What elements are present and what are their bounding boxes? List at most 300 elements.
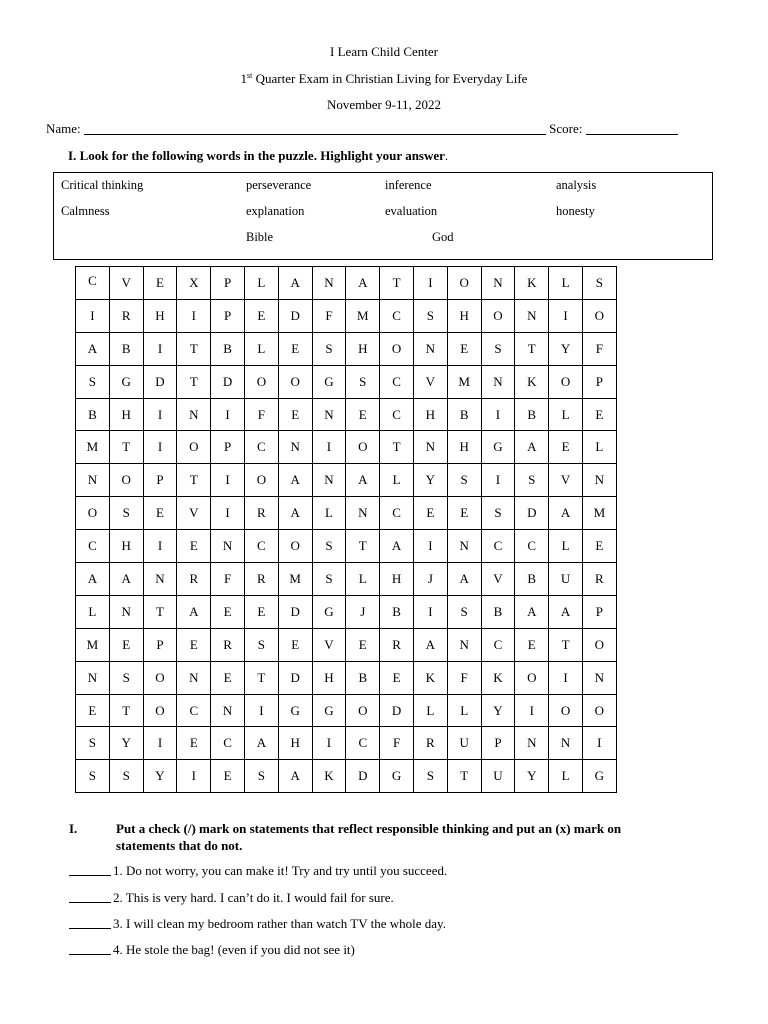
puzzle-cell[interactable]: F <box>447 661 481 694</box>
word-bank-item: evaluation <box>385 204 438 218</box>
puzzle-cell[interactable]: D <box>278 595 312 628</box>
puzzle-row <box>76 497 617 530</box>
puzzle-cell[interactable]: R <box>380 628 414 661</box>
puzzle-cell[interactable]: Y <box>413 464 447 497</box>
puzzle-cell[interactable]: R <box>177 563 211 596</box>
puzzle-cell[interactable]: D <box>278 299 312 332</box>
puzzle-cell[interactable]: I <box>312 727 346 760</box>
puzzle-cell[interactable]: C <box>244 530 278 563</box>
puzzle-cell[interactable]: Y <box>515 760 549 793</box>
puzzle-cell[interactable]: X <box>177 267 211 300</box>
puzzle-cell[interactable]: O <box>515 661 549 694</box>
puzzle-cell[interactable]: C <box>481 628 515 661</box>
puzzle-cell[interactable]: M <box>447 365 481 398</box>
puzzle-cell[interactable]: N <box>447 628 481 661</box>
puzzle-cell[interactable]: K <box>312 760 346 793</box>
puzzle-cell[interactable]: H <box>143 299 177 332</box>
puzzle-cell[interactable]: F <box>312 299 346 332</box>
puzzle-row <box>76 694 617 727</box>
puzzle-cell[interactable]: C <box>76 530 110 563</box>
puzzle-cell[interactable]: O <box>244 464 278 497</box>
section-2-text-line-1: Put a check (/) mark on statements that reflect responsible thinking and put an (x) mark on <box>116 821 622 836</box>
exam-title-text: Quarter Exam in Christian Living for Everyday Life <box>252 71 528 86</box>
puzzle-cell[interactable]: S <box>346 365 380 398</box>
name-score-row <box>46 121 696 137</box>
puzzle-cell[interactable]: I <box>413 267 447 300</box>
puzzle-cell[interactable]: V <box>413 365 447 398</box>
puzzle-cell[interactable]: N <box>312 464 346 497</box>
puzzle-cell[interactable]: G <box>582 760 616 793</box>
puzzle-cell[interactable]: C <box>380 299 414 332</box>
puzzle-cell[interactable]: T <box>549 628 583 661</box>
puzzle-cell[interactable]: B <box>380 595 414 628</box>
puzzle-cell[interactable]: P <box>582 595 616 628</box>
puzzle-cell[interactable]: S <box>76 727 110 760</box>
puzzle-cell[interactable]: I <box>211 497 245 530</box>
puzzle-cell[interactable]: M <box>582 497 616 530</box>
puzzle-row <box>76 398 617 431</box>
puzzle-cell[interactable]: E <box>211 760 245 793</box>
puzzle-cell[interactable]: N <box>278 431 312 464</box>
puzzle-cell[interactable]: T <box>143 595 177 628</box>
puzzle-cell[interactable]: V <box>481 563 515 596</box>
puzzle-cell[interactable]: P <box>143 628 177 661</box>
puzzle-cell[interactable]: T <box>447 760 481 793</box>
puzzle-cell[interactable]: A <box>76 332 110 365</box>
puzzle-cell[interactable]: A <box>109 563 143 596</box>
puzzle-cell[interactable]: D <box>278 661 312 694</box>
statement-text: 2. This is very hard. I can’t do it. I would fail for sure. <box>113 890 394 905</box>
puzzle-cell[interactable]: O <box>447 267 481 300</box>
puzzle-cell[interactable]: L <box>312 497 346 530</box>
puzzle-cell[interactable]: E <box>244 595 278 628</box>
puzzle-cell[interactable]: E <box>278 628 312 661</box>
puzzle-cell[interactable]: I <box>143 727 177 760</box>
puzzle-cell[interactable]: H <box>312 661 346 694</box>
puzzle-cell[interactable]: E <box>549 431 583 464</box>
puzzle-cell[interactable]: I <box>211 464 245 497</box>
exam-ordinal-suffix: st <box>247 71 253 80</box>
name-blank[interactable] <box>84 122 546 135</box>
score-label: Score: <box>549 121 583 136</box>
puzzle-cell[interactable]: G <box>278 694 312 727</box>
puzzle-cell[interactable]: E <box>413 497 447 530</box>
puzzle-cell[interactable]: M <box>278 563 312 596</box>
word-bank-item: inference <box>385 178 432 192</box>
puzzle-cell[interactable]: S <box>481 332 515 365</box>
puzzle-cell[interactable]: G <box>312 694 346 727</box>
puzzle-row <box>76 431 617 464</box>
puzzle-row <box>76 661 617 694</box>
puzzle-cell[interactable]: E <box>143 497 177 530</box>
puzzle-cell[interactable]: B <box>76 398 110 431</box>
puzzle-cell[interactable]: C <box>380 398 414 431</box>
puzzle-row <box>76 628 617 661</box>
puzzle-cell[interactable]: K <box>515 267 549 300</box>
puzzle-cell[interactable]: T <box>244 661 278 694</box>
exam-ordinal-number: 1 <box>240 71 248 86</box>
puzzle-cell[interactable]: P <box>211 299 245 332</box>
puzzle-cell[interactable]: L <box>244 267 278 300</box>
puzzle-cell[interactable]: B <box>515 563 549 596</box>
puzzle-cell[interactable]: N <box>447 530 481 563</box>
puzzle-cell[interactable]: S <box>312 332 346 365</box>
puzzle-cell[interactable]: N <box>582 661 616 694</box>
puzzle-cell[interactable]: I <box>244 694 278 727</box>
puzzle-cell[interactable]: T <box>109 431 143 464</box>
puzzle-cell[interactable]: N <box>515 727 549 760</box>
puzzle-cell[interactable]: O <box>582 299 616 332</box>
puzzle-cell[interactable]: S <box>109 760 143 793</box>
puzzle-cell[interactable]: R <box>413 727 447 760</box>
puzzle-cell[interactable]: N <box>346 497 380 530</box>
answer-blank[interactable] <box>69 943 111 955</box>
score-blank[interactable] <box>586 122 678 135</box>
puzzle-cell[interactable]: O <box>109 464 143 497</box>
puzzle-cell[interactable]: C <box>244 431 278 464</box>
puzzle-cell[interactable]: C <box>346 727 380 760</box>
section-1-period: . <box>444 148 449 163</box>
puzzle-cell[interactable]: L <box>380 464 414 497</box>
puzzle-row <box>76 727 617 760</box>
puzzle-cell[interactable]: V <box>109 267 143 300</box>
puzzle-cell[interactable]: N <box>76 464 110 497</box>
puzzle-cell[interactable]: S <box>447 464 481 497</box>
puzzle-cell[interactable]: A <box>244 727 278 760</box>
puzzle-cell[interactable]: H <box>346 332 380 365</box>
puzzle-cell[interactable]: P <box>143 464 177 497</box>
puzzle-row <box>76 332 617 365</box>
puzzle-cell[interactable]: O <box>346 431 380 464</box>
puzzle-cell[interactable]: O <box>346 694 380 727</box>
puzzle-cell[interactable]: A <box>346 267 380 300</box>
puzzle-cell[interactable]: I <box>177 299 211 332</box>
puzzle-cell[interactable]: S <box>312 563 346 596</box>
puzzle-cell[interactable]: O <box>278 365 312 398</box>
puzzle-cell[interactable]: I <box>312 431 346 464</box>
puzzle-cell[interactable]: Y <box>481 694 515 727</box>
puzzle-cell[interactable]: K <box>515 365 549 398</box>
puzzle-cell[interactable]: A <box>515 431 549 464</box>
puzzle-cell[interactable]: T <box>346 530 380 563</box>
name-label: Name: <box>46 121 81 136</box>
puzzle-cell[interactable]: B <box>346 661 380 694</box>
puzzle-cell[interactable]: F <box>244 398 278 431</box>
puzzle-cell[interactable]: H <box>447 299 481 332</box>
puzzle-cell[interactable]: S <box>515 464 549 497</box>
puzzle-cell[interactable]: S <box>76 760 110 793</box>
puzzle-cell[interactable]: A <box>380 530 414 563</box>
puzzle-cell[interactable]: L <box>549 760 583 793</box>
puzzle-cell[interactable]: N <box>143 563 177 596</box>
section-1-text: Look for the following words in the puzzle. Highlight your answer <box>79 148 445 163</box>
puzzle-cell[interactable]: I <box>143 332 177 365</box>
puzzle-cell[interactable]: S <box>109 497 143 530</box>
puzzle-cell[interactable]: L <box>244 332 278 365</box>
statement-text: 1. Do not worry, you can make it! Try and try until you succeed. <box>113 863 448 878</box>
puzzle-cell[interactable]: B <box>447 398 481 431</box>
section-2-text-line-2: statements that do not. <box>116 838 243 853</box>
puzzle-cell[interactable]: S <box>244 628 278 661</box>
puzzle-cell[interactable]: D <box>380 694 414 727</box>
puzzle-cell[interactable]: V <box>177 497 211 530</box>
puzzle-cell[interactable]: A <box>76 563 110 596</box>
statement-text: 4. He stole the bag! (even if you did not see it) <box>113 942 355 957</box>
puzzle-cell[interactable]: O <box>380 332 414 365</box>
puzzle-cell[interactable]: I <box>582 727 616 760</box>
puzzle-cell[interactable]: N <box>177 398 211 431</box>
puzzle-cell[interactable]: A <box>447 563 481 596</box>
puzzle-cell[interactable]: V <box>549 464 583 497</box>
puzzle-cell[interactable]: A <box>278 464 312 497</box>
puzzle-cell[interactable]: S <box>481 497 515 530</box>
puzzle-cell[interactable]: G <box>312 365 346 398</box>
puzzle-cell[interactable]: J <box>413 563 447 596</box>
puzzle-cell[interactable]: C <box>380 365 414 398</box>
puzzle-cell[interactable]: L <box>447 694 481 727</box>
puzzle-cell[interactable]: I <box>211 398 245 431</box>
answer-blank[interactable] <box>69 891 111 903</box>
puzzle-cell[interactable]: I <box>177 760 211 793</box>
puzzle-cell[interactable]: R <box>244 497 278 530</box>
puzzle-cell[interactable]: C <box>515 530 549 563</box>
puzzle-cell[interactable]: H <box>278 727 312 760</box>
puzzle-cell[interactable]: L <box>582 431 616 464</box>
puzzle-cell[interactable]: N <box>211 530 245 563</box>
puzzle-cell[interactable]: M <box>76 431 110 464</box>
puzzle-cell[interactable]: N <box>481 365 515 398</box>
puzzle-cell[interactable]: M <box>76 628 110 661</box>
puzzle-cell[interactable]: R <box>582 563 616 596</box>
puzzle-cell[interactable]: I <box>515 694 549 727</box>
puzzle-cell[interactable]: S <box>76 365 110 398</box>
puzzle-cell[interactable]: A <box>515 595 549 628</box>
puzzle-cell[interactable]: I <box>549 299 583 332</box>
puzzle-cell[interactable]: B <box>481 595 515 628</box>
puzzle-cell[interactable]: O <box>582 628 616 661</box>
puzzle-cell[interactable]: C <box>211 727 245 760</box>
puzzle-cell[interactable]: T <box>380 431 414 464</box>
puzzle-cell[interactable]: I <box>481 398 515 431</box>
puzzle-cell[interactable]: R <box>211 628 245 661</box>
puzzle-cell[interactable]: G <box>109 365 143 398</box>
puzzle-cell[interactable]: J <box>346 595 380 628</box>
puzzle-cell[interactable]: S <box>109 661 143 694</box>
statement-item <box>69 916 446 932</box>
puzzle-cell[interactable]: O <box>143 694 177 727</box>
puzzle-cell[interactable]: F <box>211 563 245 596</box>
answer-blank[interactable] <box>69 917 111 929</box>
puzzle-cell[interactable]: T <box>177 332 211 365</box>
puzzle-cell[interactable]: P <box>211 431 245 464</box>
word-bank-item: honesty <box>556 204 595 218</box>
puzzle-cell[interactable]: N <box>413 431 447 464</box>
puzzle-cell[interactable]: U <box>549 563 583 596</box>
puzzle-cell[interactable]: P <box>481 727 515 760</box>
puzzle-cell[interactable]: Y <box>143 760 177 793</box>
puzzle-cell[interactable]: Y <box>109 727 143 760</box>
word-bank-item: Calmness <box>61 204 110 218</box>
puzzle-cell[interactable]: E <box>278 398 312 431</box>
puzzle-cell[interactable]: E <box>582 530 616 563</box>
puzzle-cell[interactable]: E <box>177 530 211 563</box>
puzzle-row <box>76 299 617 332</box>
puzzle-cell[interactable]: O <box>76 497 110 530</box>
puzzle-cell[interactable]: M <box>346 299 380 332</box>
puzzle-cell[interactable]: T <box>380 267 414 300</box>
puzzle-cell[interactable]: D <box>346 760 380 793</box>
puzzle-cell[interactable]: B <box>211 332 245 365</box>
puzzle-cell[interactable]: F <box>380 727 414 760</box>
puzzle-cell[interactable]: H <box>109 530 143 563</box>
puzzle-cell[interactable]: E <box>515 628 549 661</box>
puzzle-cell[interactable]: B <box>109 332 143 365</box>
puzzle-cell[interactable]: I <box>76 299 110 332</box>
puzzle-cell[interactable]: N <box>481 267 515 300</box>
puzzle-cell[interactable]: A <box>278 267 312 300</box>
puzzle-cell[interactable]: A <box>278 497 312 530</box>
puzzle-cell[interactable]: G <box>380 760 414 793</box>
puzzle-cell[interactable]: I <box>143 431 177 464</box>
puzzle-cell[interactable]: L <box>549 267 583 300</box>
puzzle-cell[interactable]: D <box>515 497 549 530</box>
puzzle-cell[interactable]: L <box>76 595 110 628</box>
puzzle-cell[interactable]: P <box>211 267 245 300</box>
puzzle-cell[interactable]: N <box>549 727 583 760</box>
puzzle-cell[interactable]: O <box>143 661 177 694</box>
puzzle-cell[interactable]: S <box>244 760 278 793</box>
puzzle-cell[interactable]: O <box>549 694 583 727</box>
word-bank-item: God <box>432 230 454 244</box>
puzzle-cell[interactable]: E <box>109 628 143 661</box>
puzzle-cell[interactable]: I <box>143 530 177 563</box>
word-bank-item: Bible <box>246 230 274 244</box>
puzzle-cell[interactable]: E <box>76 694 110 727</box>
puzzle-cell[interactable]: E <box>278 332 312 365</box>
puzzle-cell[interactable]: L <box>549 530 583 563</box>
puzzle-cell[interactable]: N <box>76 661 110 694</box>
puzzle-cell[interactable]: O <box>582 694 616 727</box>
word-bank <box>53 172 713 260</box>
puzzle-row <box>76 563 617 596</box>
puzzle-cell[interactable]: E <box>244 299 278 332</box>
puzzle-cell[interactable]: T <box>109 694 143 727</box>
puzzle-cell[interactable]: A <box>278 760 312 793</box>
puzzle-cell[interactable]: D <box>143 365 177 398</box>
puzzle-cell[interactable]: O <box>278 530 312 563</box>
puzzle-cell[interactable]: N <box>515 299 549 332</box>
puzzle-cell[interactable]: C <box>380 497 414 530</box>
puzzle-cell[interactable]: E <box>177 628 211 661</box>
puzzle-cell[interactable]: U <box>447 727 481 760</box>
puzzle-cell[interactable]: I <box>413 530 447 563</box>
puzzle-cell[interactable]: I <box>481 464 515 497</box>
puzzle-cell[interactable]: N <box>211 694 245 727</box>
word-bank-item: analysis <box>556 178 597 192</box>
puzzle-cell[interactable]: H <box>413 398 447 431</box>
puzzle-cell[interactable]: L <box>549 398 583 431</box>
puzzle-cell[interactable]: H <box>380 563 414 596</box>
puzzle-cell[interactable]: N <box>312 398 346 431</box>
puzzle-cell[interactable]: C <box>76 267 110 300</box>
answer-blank[interactable] <box>69 864 111 876</box>
puzzle-cell[interactable]: E <box>346 398 380 431</box>
puzzle-cell[interactable]: A <box>549 595 583 628</box>
puzzle-cell[interactable]: G <box>481 431 515 464</box>
puzzle-cell[interactable]: C <box>177 694 211 727</box>
puzzle-cell[interactable]: S <box>447 595 481 628</box>
puzzle-cell[interactable]: N <box>109 595 143 628</box>
puzzle-cell[interactable]: G <box>312 595 346 628</box>
puzzle-cell[interactable]: I <box>143 398 177 431</box>
puzzle-cell[interactable]: S <box>312 530 346 563</box>
puzzle-cell[interactable]: E <box>447 332 481 365</box>
puzzle-cell[interactable]: E <box>380 661 414 694</box>
puzzle-cell[interactable]: H <box>109 398 143 431</box>
puzzle-cell[interactable]: A <box>346 464 380 497</box>
puzzle-cell[interactable]: R <box>109 299 143 332</box>
puzzle-cell[interactable]: Y <box>549 332 583 365</box>
puzzle-row <box>76 760 617 793</box>
puzzle-cell[interactable]: K <box>481 661 515 694</box>
puzzle-cell[interactable]: A <box>413 628 447 661</box>
puzzle-cell[interactable]: D <box>211 365 245 398</box>
puzzle-cell[interactable]: K <box>413 661 447 694</box>
puzzle-cell[interactable]: O <box>549 365 583 398</box>
puzzle-cell[interactable]: S <box>413 299 447 332</box>
puzzle-cell[interactable]: N <box>413 332 447 365</box>
puzzle-cell[interactable]: S <box>413 760 447 793</box>
puzzle-cell[interactable]: T <box>177 365 211 398</box>
puzzle-cell[interactable]: T <box>177 464 211 497</box>
puzzle-cell[interactable]: F <box>582 332 616 365</box>
puzzle-cell[interactable]: E <box>582 398 616 431</box>
school-name: I Learn Child Center <box>330 44 438 59</box>
puzzle-cell[interactable]: I <box>549 661 583 694</box>
puzzle-cell[interactable]: A <box>549 497 583 530</box>
puzzle-cell[interactable]: V <box>312 628 346 661</box>
puzzle-cell[interactable]: E <box>211 595 245 628</box>
puzzle-cell[interactable]: E <box>346 628 380 661</box>
puzzle-cell[interactable]: T <box>515 332 549 365</box>
puzzle-row <box>76 365 617 398</box>
puzzle-cell[interactable]: U <box>481 760 515 793</box>
puzzle-row <box>76 595 617 628</box>
puzzle-cell[interactable]: A <box>177 595 211 628</box>
puzzle-cell[interactable]: N <box>312 267 346 300</box>
puzzle-cell[interactable]: N <box>177 661 211 694</box>
puzzle-cell[interactable]: I <box>413 595 447 628</box>
puzzle-cell[interactable]: E <box>177 727 211 760</box>
puzzle-cell[interactable]: O <box>244 365 278 398</box>
puzzle-cell[interactable]: N <box>582 464 616 497</box>
puzzle-cell[interactable]: H <box>447 431 481 464</box>
puzzle-cell[interactable]: E <box>211 661 245 694</box>
puzzle-cell[interactable]: C <box>481 530 515 563</box>
puzzle-cell[interactable]: O <box>177 431 211 464</box>
puzzle-cell[interactable]: O <box>481 299 515 332</box>
puzzle-cell[interactable]: P <box>582 365 616 398</box>
puzzle-cell[interactable]: L <box>413 694 447 727</box>
puzzle-row <box>76 267 617 300</box>
puzzle-cell[interactable]: B <box>515 398 549 431</box>
puzzle-cell[interactable]: E <box>143 267 177 300</box>
puzzle-cell[interactable]: L <box>346 563 380 596</box>
puzzle-cell[interactable]: S <box>582 267 616 300</box>
puzzle-cell[interactable]: E <box>447 497 481 530</box>
puzzle-cell[interactable]: R <box>244 563 278 596</box>
puzzle-row <box>76 464 617 497</box>
